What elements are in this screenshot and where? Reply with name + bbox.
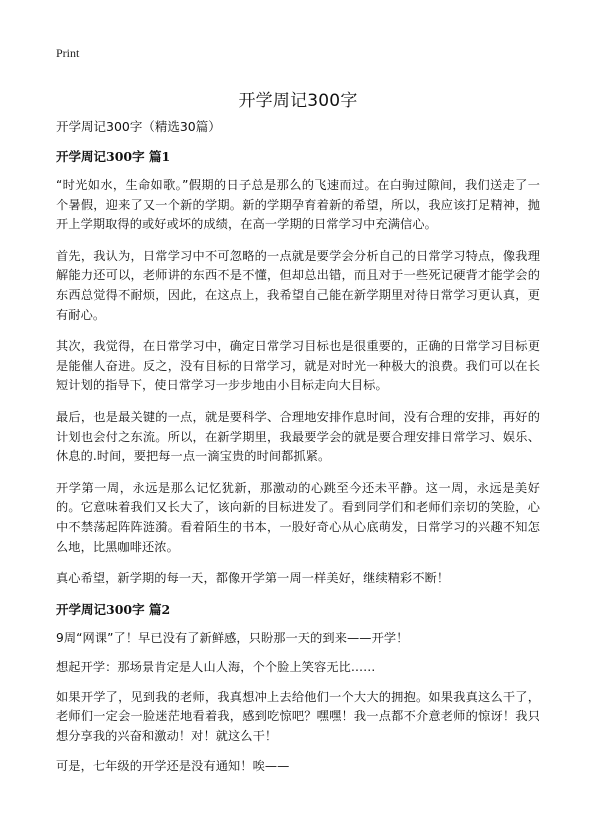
document-title: 开学周记300字	[238, 91, 358, 112]
paragraph: 其次，我觉得，在日常学习中，确定日常学习目标也是很重要的，正确的日常学习目标更是能催人奋进。反之，没有目标的日常学习，就是对时光一种极大的浪费。我们可以在长短计划的指导下，使日常学习一步步地由小目标走向大目标。	[56, 339, 540, 393]
paragraph: 9周“网课”了！早已没有了新鲜感，只盼那一天的到来——开学！	[56, 630, 409, 645]
document-content	[56, 118, 540, 786]
paragraph: 如果开学了，见到我的老师，我真想冲上去给他们一个大大的拥抱。如果我真这么干了，老师们一定会一脸迷茫地看着我，感到吃惊吧？嘿嘿！我一点都不介意老师的惊讶！我只想分享我的兴奋和激动！对！就这么干！	[56, 689, 540, 744]
section-heading-1: 开学周记300字 篇1	[56, 149, 171, 164]
paragraph: 首先，我认为，日常学习中不可忽略的一点就是要学会分析自己的日常学习特点，像我理解能力还可以，老师讲的东西不是不懂，但却总出错，而且对于一些死记硬背才能学会的东西总觉得不耐烦，因此，在这点上，我希望自己能在新学期里对待日常学习更认真，更有耐心。	[56, 248, 540, 322]
paragraph: 最后，也是最关键的一点，就是要科学、合理地安排作息时间，没有合理的安排，再好的计划也会付之东流。所以，在新学期里，我最要学会的就是要合理安排日常学习、娱乐、休息的.时间，要把每一点一滴宝贵的时间都抓紧。	[56, 409, 540, 464]
print-label: Print	[56, 46, 80, 60]
paragraph: 可是，七年级的开学还是没有通知！唉——	[56, 758, 290, 773]
paragraph: “时光如水，生命如歌。”假期的日子总是那么的飞速而过。在白驹过隙间，我们送走了一个暑假，迎来了又一个新的学期。新的学期孕育着新的希望，所以，我应该打足精神，抛开上学期取得的或好或坏的成绩，在高一学期的日常学习中充满信心。	[56, 178, 540, 232]
section-heading-2: 开学周记300字 篇2	[56, 601, 171, 617]
document-subtitle: 开学周记300字（精选30篇）	[56, 119, 221, 134]
paragraph: 想起开学：那场景肯定是人山人海，个个脸上笑容无比……	[56, 660, 376, 675]
paragraph: 开学第一周，永远是那么记忆犹新，那激动的心跳至今还未平静。这一周，永远是美好的。它意味着我们又长大了，该向新的目标进发了。看到同学们和老师们亲切的笑脸，心中不禁荡起阵阵涟漪。看着陌生的书本，一股好奇心从心底萌发，日常学习的兴趣不知怎么地，比黑咖啡还浓。	[56, 480, 540, 554]
paragraph: 真心希望，新学期的每一天，都像开学第一周一样美好，继续精彩不断！	[56, 571, 450, 586]
